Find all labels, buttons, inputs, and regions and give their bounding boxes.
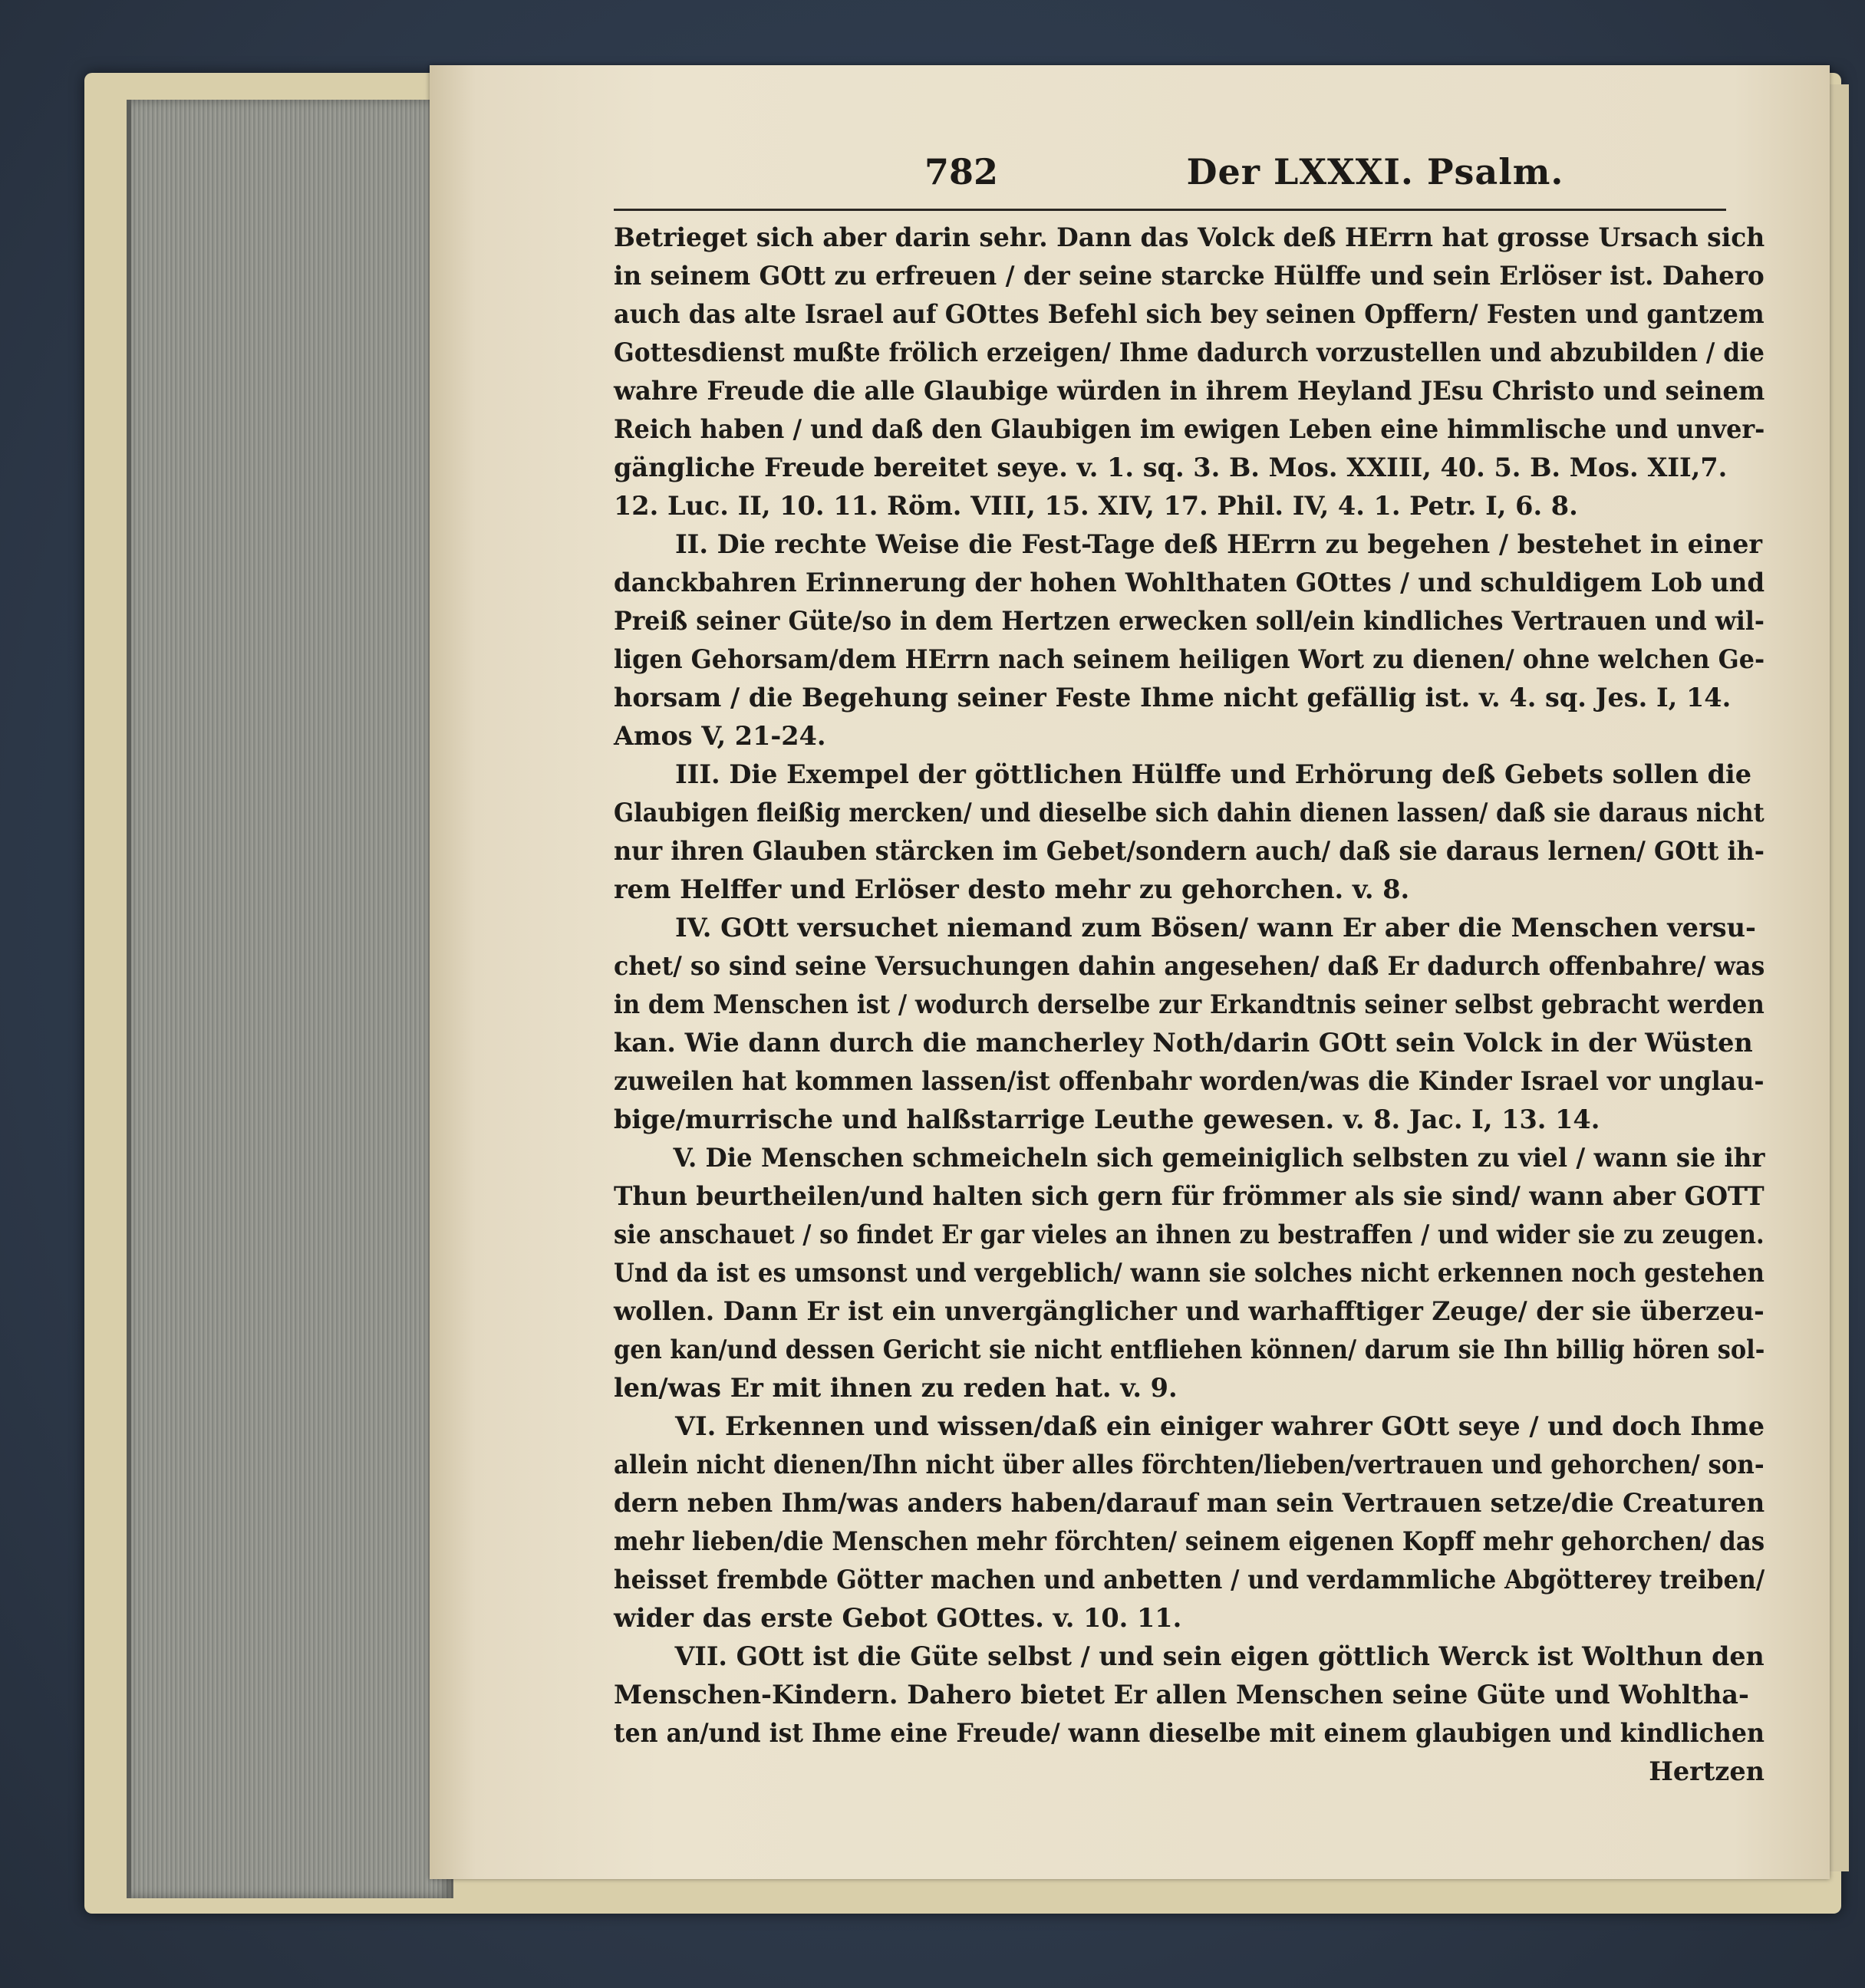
text-line: mehr lieben/die Menschen mehr förchten/ seinem eigenen Kopff mehr gehorchen/ das bbox=[614, 1526, 1765, 1556]
text-line: wider das erste Gebot GOttes. v. 10. 11. bbox=[614, 1603, 1182, 1633]
text-line: Gottesdienst mußte frölich erzeigen/ Ihme dadurch vorzustellen und abzubilden / die bbox=[614, 337, 1765, 367]
text-line: Reich haben / und daß den Glaubigen im ewigen Leben eine himmlische und unver- bbox=[614, 414, 1765, 444]
text-line: danckbahren Erinnerung der hohen Wohlthaten GOttes / und schuldigem Lob und bbox=[614, 568, 1765, 597]
text-line: nur ihren Glauben stärcken im Gebet/sondern auch/ daß sie daraus lernen/ GOtt ih- bbox=[614, 836, 1765, 866]
text-line: allein nicht dienen/Ihn nicht über alles förchten/lieben/vertrauen und gehorchen/ son- bbox=[614, 1450, 1765, 1479]
page-header bbox=[924, 151, 1826, 199]
text-line: Betrieget sich aber darin sehr. Dann das Volck deß HErrn hat grosse Ursach sich bbox=[614, 222, 1765, 252]
text-line: Amos V, 21-24. bbox=[614, 721, 826, 751]
text-line: dern neben Ihm/was anders haben/darauf man sein Vertrauen setze/die Creaturen bbox=[614, 1488, 1765, 1518]
text-line: gängliche Freude bereitet seye. v. 1. sq. 3. B. Mos. XXIII, 40. 5. B. Mos. XII,7. bbox=[614, 453, 1728, 482]
text-line: Thun beurtheilen/und halten sich gern für frömmer als sie sind/ wann aber GOTT bbox=[614, 1181, 1765, 1211]
text-line: horsam / die Begehung seiner Feste Ihme nicht gefällig ist. v. 4. sq. Jes. I, 14. bbox=[614, 683, 1732, 713]
text-line: in dem Menschen ist / wodurch derselbe zur Erkandtnis seiner selbst gebracht werden bbox=[614, 989, 1765, 1019]
body-text bbox=[614, 219, 1765, 1791]
text-line: IV. GOtt versuchet niemand zum Bösen/ wann Er aber die Menschen versu- bbox=[675, 913, 1756, 943]
text-line: rem Helffer und Erlöser desto mehr zu gehorchen. v. 8. bbox=[614, 874, 1410, 904]
text-line: Menschen-Kindern. Dahero bietet Er allen Menschen seine Güte und Wohltha- bbox=[614, 1680, 1749, 1710]
running-head: Der LXXXI. Psalm. bbox=[1186, 151, 1564, 193]
text-line: V. Die Menschen schmeicheln sich gemeiniglich selbsten zu viel / wann sie ihr bbox=[673, 1143, 1765, 1173]
text-line: zuweilen hat kommen lassen/ist offenbahr worden/was die Kinder Israel vor unglau- bbox=[614, 1066, 1765, 1096]
text-line: II. Die rechte Weise die Fest-Tage deß HErrn zu begehen / bestehet in einer bbox=[675, 529, 1763, 559]
text-line: III. Die Exempel der göttlichen Hülffe und Erhörung deß Gebets sollen die bbox=[675, 759, 1752, 789]
text-line: sie anschauet / so findet Er gar vieles an ihnen zu bestraffen / und wider sie zu zeugen. bbox=[614, 1219, 1765, 1249]
text-line: auch das alte Israel auf GOttes Befehl sich bey seinen Opffern/ Festen und gantzem bbox=[614, 299, 1765, 329]
text-line: heisset frembde Götter machen und anbetten / und verdammliche Abgötterey treiben/ bbox=[614, 1565, 1765, 1595]
text-line: wollen. Dann Er ist ein unvergänglicher und warhafftiger Zeuge/ der sie überzeu- bbox=[614, 1296, 1765, 1326]
page-number: 782 bbox=[924, 151, 999, 193]
text-line: kan. Wie dann durch die mancherley Noth/darin GOtt sein Volck in der Wüsten bbox=[614, 1028, 1753, 1058]
text-line: Glaubigen fleißig mercken/ und dieselbe sich dahin dienen lassen/ daß sie daraus nicht bbox=[614, 798, 1765, 828]
text-line: ten an/und ist Ihme eine Freude/ wann dieselbe mit einem glaubigen und kindlichen bbox=[614, 1718, 1765, 1748]
text-line: in seinem GOtt zu erfreuen / der seine starcke Hülffe und sein Erlöser ist. Dahero bbox=[614, 261, 1765, 291]
catchword: Hertzen bbox=[1649, 1756, 1765, 1786]
text-line: ligen Gehorsam/dem HErrn nach seinem heiligen Wort zu dienen/ ohne welchen Ge- bbox=[614, 644, 1765, 674]
text-line: gen kan/und dessen Gericht sie nicht entfliehen können/ darum sie Ihn billig hören sol- bbox=[614, 1335, 1765, 1364]
header-rule bbox=[614, 209, 1726, 211]
text-line: Und da ist es umsonst und vergeblich/ wann sie solches nicht erkennen noch gestehen bbox=[614, 1258, 1765, 1288]
text-line: VII. GOtt ist die Güte selbst / und sein eigen göttlich Werck ist Wolthun den bbox=[674, 1641, 1765, 1671]
text-line: len/was Er mit ihnen zu reden hat. v. 9. bbox=[614, 1373, 1178, 1403]
text-line: wahre Freude die alle Glaubige würden in ihrem Heyland JEsu Christo und seinem bbox=[614, 376, 1765, 406]
page-edges bbox=[127, 100, 453, 1898]
facing-page-edge bbox=[1830, 84, 1849, 1871]
text-line: bige/murrische und halßstarrige Leuthe gewesen. v. 8. Jac. I, 13. 14. bbox=[614, 1104, 1600, 1134]
text-line: VI. Erkennen und wissen/daß ein einiger wahrer GOtt seye / und doch Ihme bbox=[675, 1411, 1765, 1441]
text-line: chet/ so sind seine Versuchungen dahin angesehen/ daß Er dadurch offenbahre/ was bbox=[614, 951, 1765, 981]
text-line: 12. Luc. II, 10. 11. Röm. VIII, 15. XIV, 17. Phil. IV, 4. 1. Petr. I, 6. 8. bbox=[614, 491, 1578, 521]
text-line: Preiß seiner Güte/so in dem Hertzen erwecken soll/ein kindliches Vertrauen und wil- bbox=[614, 606, 1765, 636]
